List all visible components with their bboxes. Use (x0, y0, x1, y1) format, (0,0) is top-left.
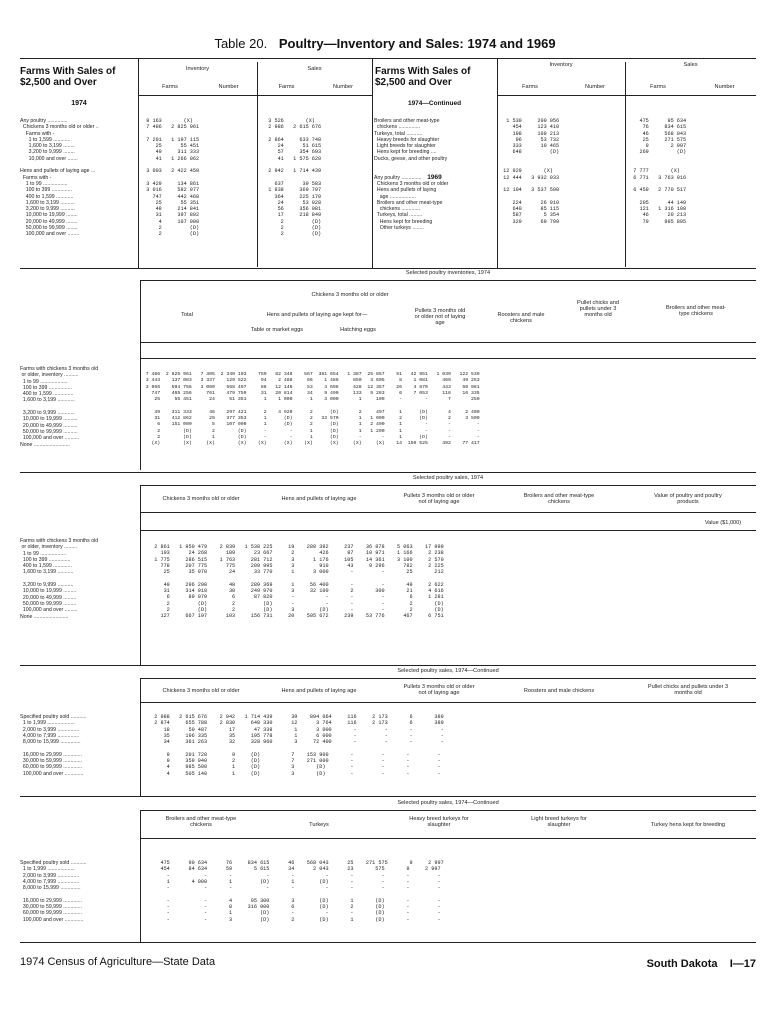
col-number-right: Number (585, 84, 605, 90)
sales-header-right: Sales (683, 62, 698, 68)
section1-continued-sub: 1974—Continued (407, 100, 462, 107)
h-broilers: Broilers and other meat- type chickens (665, 305, 726, 317)
s3-h-value: Value of poultry and poultry products (654, 493, 722, 505)
section4-caption: Selected poultry sales, 1974—Continued (397, 668, 499, 674)
col-number-right-sales: Number (714, 84, 735, 90)
footer-right: South Dakota I—17 (646, 958, 756, 970)
h-total: Total (181, 312, 193, 318)
section3-values: 2 861 1 950 479 2 839 1 538 225 19 288 392 237 36 878 5 063 17 999 193 24 268 189 23 667 2 426 87 10 971 1 166 2 238 1 775 286 515 1 763 281 712 3 1 176 105 14 361 3 100 2 570 778 207 775 775 209 995 3 910 43 9 296 782 2 225 25 35 970 24 33 770 1 3 000 - - 25 212 49 296 298 48 289 369 1 56 400 - - 49 2 622 31 314 910 30 249 970 3 32 100 2 300 21 4 616 6 89 070 6 87 820 - - - - 6 1 281 2 (D) 2 (D) - - - - 2 (D) 2 (D) 2 (D) 3 (D) - - 2 (D) 127 667 197 103 156 731 20 505 672 239 53 776 467 6 751 (154, 544, 444, 620)
s4-h-chickens: Chickens 3 months old or older (162, 688, 240, 694)
col-farms-sales: Farms (278, 84, 295, 90)
s4-h-chicks: Pullet chicks and pullets under 3 months old (647, 684, 729, 696)
s3-h-hens: Hens and pullets of laying age (281, 496, 357, 502)
h-roosters: Roosters and male chickens (497, 312, 545, 324)
h-hatching: Hatching eggs (340, 327, 376, 333)
section1-right-inventory-values: 1 530 200 056 454 123 410 198 109 213 96 53 732 333 10 465 648 (D) 12 929 (X) 12 444 3 932 033 12 104 3 537 598 224 26 910 640 85 115 587 5 354 329 69 799 (503, 118, 560, 225)
section1-left-heading: Farms With Sales of $2,500 and Over (20, 66, 116, 88)
section1-continued-heading: Farms With Sales of $2,500 and Over (375, 66, 471, 88)
section3-caption: Selected poultry sales, 1974 (412, 475, 484, 481)
s5-h-broilers: Broilers and other meat-type chickens (165, 816, 237, 828)
year-1969: 1969 (427, 174, 442, 181)
footer-left: 1974 Census of Agriculture—State Data (20, 956, 216, 968)
section1-year: 1974 (71, 100, 87, 107)
section5-values: 475 90 634 76 834 615 46 568 043 25 271 575 9 2 997 454 84 634 59 5 615 34 2 043 23 575 9 2 997 - - - - - - - - - - 1 4 000 1 (D) 1 (D) - - - - - - - - - - - - - - - - 4 95 300 3 (D) 1 (D) - - - - 8 316 000 6 (D) 2 (D) - - - - 1 (D) - - - (D) - - - - 3 (D) 2 (D) 1 (D) - - (160, 860, 444, 923)
col-number: Number (218, 84, 239, 90)
section4-row-labels: Specified poultry sold ........... 1 to 1,999 ................... 2,000 to 3,999 ............... 4,000 to 7,999 ............... 8,000 to 15,999 .............. 16,000 to 29,999 ............. 30,000 to 59,999 ............. 60,000 to 99,999 ............. 100,000 and over ............. (20, 714, 87, 777)
inventory-header: Inventory (185, 66, 209, 72)
s4-h-hens: Hens and pullets of laying age (281, 688, 357, 694)
page-title (0, 36, 770, 51)
h-hens: Hens and pullets of laying age kept for— (266, 312, 368, 318)
col-farms: Farms (162, 84, 178, 90)
section1-row-labels: Any poultry .............. Chickens 3 months old or older .. Farms with - 1 to 1,599 ............ 1,600 to 3,199 ........ 3,200 to 9,999 ........ 10,000 and over ....... Hens and pullets of laying age ... Farms with - 1 to 99 ................. 100 to 399 .............. 400 to 1,599 ............ 1,600 to 3,199 .......... 3,200 to 9,999 .......... 10,000 to 19,999 ........ 20,000 to 49,999 ........ 50,000 to 99,999 ........ 100,000 and over ........ (20, 118, 99, 238)
s3-h-chickens: Chickens 3 months old or older (162, 496, 240, 502)
s5-h-heavy: Heavy breed turkeys for slaughter (409, 816, 469, 828)
col-farms-right-sales: Farms (650, 84, 666, 90)
section3-row-labels: Farms with chickens 3 months old or older, inventory ......... 1 to 99 .................. 100 to 399 ............... 400 to 1,599 ............. 1,600 to 3,199 ........... 3,200 to 9,999 ........... 10,000 to 19,999 ......... 20,000 to 49,999 ......... 50,000 to 99,999 ......... 100,000 and over ......... None ........................ (20, 538, 99, 620)
section1-right-sales-values: 475 95 634 76 834 615 46 568 043 25 271 575 9 2 997 269 (D) 7 777 (X) 6 771 3 763 916 6 459 2 770 517 205 44 149 121 1 316 108 46 20 213 79 995 895 (633, 118, 687, 225)
table-title: Poultry—Inventory and Sales: 1974 and 1969 (278, 36, 556, 51)
s3-h-pullets: Pullets 3 months old or older not of laying age (403, 493, 475, 505)
s3-h-value-unit: Value ($1,000) (704, 520, 742, 526)
s4-h-roosters: Roosters and male chickens (523, 688, 595, 694)
sales-header: Sales (307, 66, 322, 72)
h-table: Table or market eggs (250, 327, 304, 333)
s5-h-light: Light breed turkeys for slaughter (531, 816, 587, 828)
section4-values: 2 988 2 615 676 2 942 1 714 439 39 894 064 116 2 173 6 389 2 874 655 788 2 830 648 330 12 3 764 116 2 173 6 389 18 50 487 17 47 338 1 3 000 - - - - 35 196 335 35 195 778 1 6 000 - - - - 34 361 263 32 328 960 3 72 400 - - - - 9 201 720 9 (D) 7 153 900 - - - - 9 359 940 2 (D) 7 271 000 - - - - 4 985 500 1 (D) 3 (D) - - - - 4 505 140 1 (D) 3 (D) - - - - (154, 714, 444, 777)
section5-row-labels: Specified poultry sold ........... 1 to 1,999 ................... 2,000 to 3,999 ............... 4,000 to 7,999 ............... 8,000 to 15,999 .............. 16,000 to 29,999 ............. 30,000 to 59,999 ............. 60,000 to 99,999 ............. 100,000 and over ............. (20, 860, 87, 923)
table-number: Table 20. (214, 36, 268, 51)
h-pullets: Pullets 3 months old or older not of laying age (414, 308, 466, 326)
section1-sales-values: 3 526 (X) 2 986 2 615 676 2 864 633 748 24 51 615 57 354 693 41 1 575 620 2 942 1 714 439 637 39 583 1 838 369 797 364 225 170 24 53 028 56 356 081 17 218 849 2 (D) 2 (D) 2 (D) (268, 118, 322, 238)
s5-h-turkeys: Turkeys (309, 822, 329, 828)
inventory-header-right: Inventory (549, 62, 573, 68)
h-chicks: Pullet chicks and pullets under 3 months old (577, 300, 619, 318)
section2-caption: Selected poultry inventories, 1974 (405, 270, 491, 276)
col-farms-right: Farms (522, 84, 538, 90)
section2-group-header: Chickens 3 months old or older (311, 292, 389, 298)
section2-row-labels: Farms with chickens 3 months old or older, inventory .......... 1 to 99 ................... 100 to 399 ................ 400 to 1,599 .............. 1,600 to 3,199 ............ 3,200 to 9,999 ............ 10,000 to 19,999 .......... 20,000 to 49,999 .......... 50,000 to 99,999 .......... 100,000 and over .......... None ......................... (20, 366, 99, 448)
section5-caption: Selected poultry sales, 1974—Continued (397, 800, 499, 806)
section1-right-row-labels: Broilers and other meat-type chickens ............... Turkeys, total ........... Heavy breeds for slaughter Light breeds for slaughter Hens kept for breeding .... Ducks, geese, and other poultry Any poultry .............. Chickens 3 months old or older Hens and pullets of laying age .................. Broilers and other meat-type chickens ............. Turkeys, total ......... Hens kept for breeding Other turkeys ........ (374, 118, 449, 232)
s5-h-hens: Turkey hens kept for breeding (650, 822, 726, 828)
s3-h-broilers: Broilers and other meat-type chickens (523, 493, 595, 505)
col-number-sales: Number (333, 84, 353, 90)
section1-inventory-values: 8 163 (X) 7 486 2 825 961 7 291 1 197 115 25 55 451 49 311 333 41 1 266 062 3 003 2 422 450 3 429 134 861 3 016 582 077 747 442 468 25 55 351 48 214 841 31 397 892 4 107 000 2 (D) 2 (D) (146, 118, 200, 238)
s4-h-pullets: Pullets 3 months old or older not of laying age (403, 684, 475, 696)
section2-values: 7 486 2 825 961 7 305 2 340 103 759 82 348 567 381 654 1 387 25 857 51 42 951 1 039 122 539 3 443 137 083 3 337 129 522 94 2 488 66 1 486 850 3 605 8 1 081 469 49 253 3 066 594 756 3 000 568 497 86 12 146 53 4 696 428 12 357 26 4 870 443 50 981 747 465 256 761 479 759 31 20 814 34 9 490 133 5 283 6 7 053 118 16 335 25 55 451 24 51 351 1 1 000 1 3 000 1 100 - - 7 250 49 311 333 46 297 421 2 4 920 2 (D) 2 497 1 (D) 4 2 400 31 412 862 29 377 353 1 (D) 2 33 570 1 1 000 2 (D) 2 3 500 6 151 000 5 107 000 1 (D) 2 (D) 1 2 400 1 - - - 2 (D) 2 (D) - - 1 (D) 1 1 200 1 - - - 2 (D) 1 (D) - - 1 (D) - - 1 (D) - - (X) (X) (X) (X) (X) (X) (X) (X) (X) (X) 14 150 525 492 77 417 (145, 372, 480, 447)
